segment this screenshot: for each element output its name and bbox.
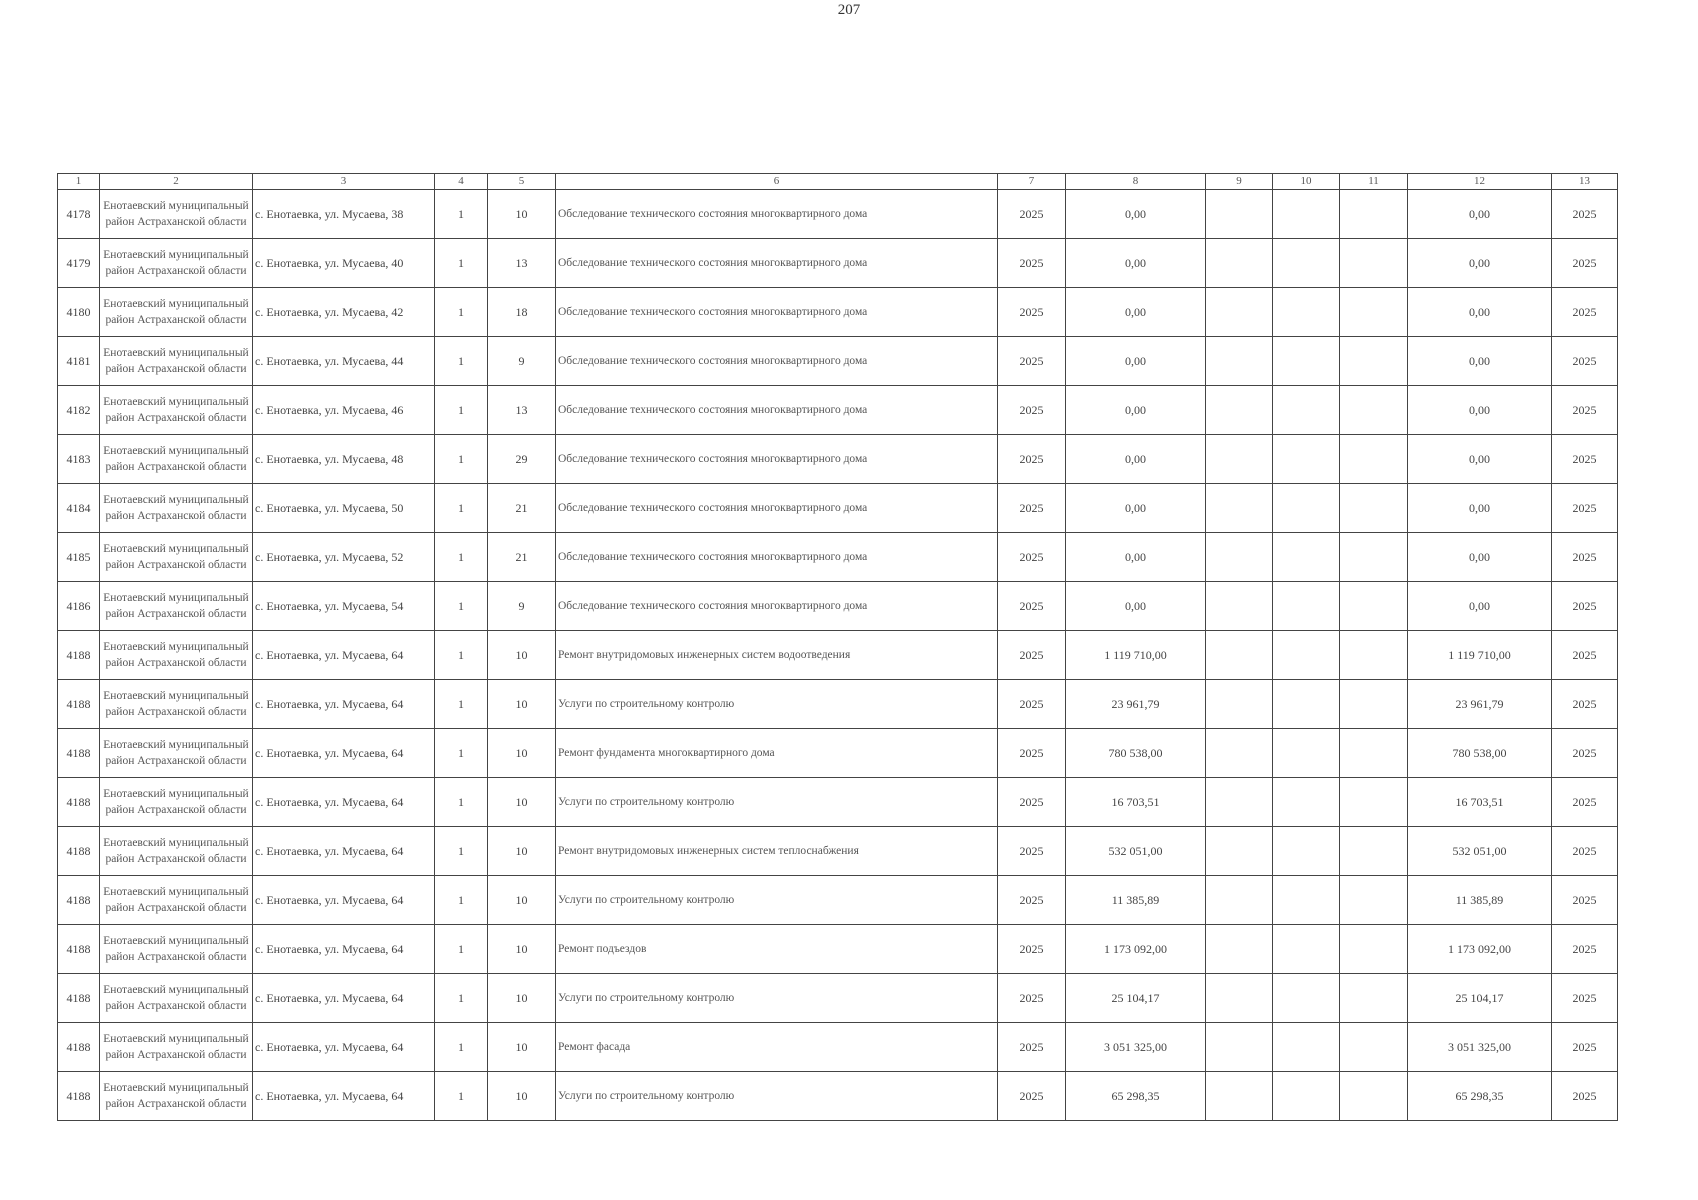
work-type-cell: Ремонт фундамента многоквартирного дома [556, 729, 998, 778]
cost-cell: 0,00 [1066, 386, 1206, 435]
col9-cell [1206, 337, 1273, 386]
address-cell: с. Енотаевка, ул. Мусаева, 64 [253, 680, 435, 729]
table-row [58, 288, 1618, 337]
column-number: 5 [488, 174, 556, 190]
row-number: 4185 [58, 533, 100, 582]
year-cell: 2025 [998, 925, 1066, 974]
col10-cell [1273, 533, 1340, 582]
col11-cell [1340, 1072, 1408, 1121]
col12-cell: 0,00 [1408, 239, 1552, 288]
col12-cell: 0,00 [1408, 386, 1552, 435]
col11-cell [1340, 680, 1408, 729]
cost-cell: 0,00 [1066, 435, 1206, 484]
municipality-cell: Енотаевский муниципальный район Астраханской области [100, 533, 253, 582]
col11-cell [1340, 974, 1408, 1023]
work-type-cell: Услуги по строительному контролю [556, 876, 998, 925]
column-number: 8 [1066, 174, 1206, 190]
column-number: 9 [1206, 174, 1273, 190]
col4-cell: 1 [435, 239, 488, 288]
work-type-cell: Обследование технического состояния многоквартирного дома [556, 484, 998, 533]
work-type-cell: Услуги по строительному контролю [556, 778, 998, 827]
year-cell: 2025 [998, 876, 1066, 925]
address-cell: с. Енотаевка, ул. Мусаева, 50 [253, 484, 435, 533]
col12-cell: 1 119 710,00 [1408, 631, 1552, 680]
address-cell: с. Енотаевка, ул. Мусаева, 44 [253, 337, 435, 386]
col10-cell [1273, 729, 1340, 778]
col10-cell [1273, 239, 1340, 288]
col9-cell [1206, 974, 1273, 1023]
row-number: 4180 [58, 288, 100, 337]
work-type-cell: Услуги по строительному контролю [556, 1072, 998, 1121]
table-row [58, 729, 1618, 778]
address-cell: с. Енотаевка, ул. Мусаева, 52 [253, 533, 435, 582]
work-type-cell: Обследование технического состояния многоквартирного дома [556, 337, 998, 386]
col4-cell: 1 [435, 876, 488, 925]
col9-cell [1206, 190, 1273, 239]
col5-cell: 13 [488, 386, 556, 435]
col4-cell: 1 [435, 533, 488, 582]
col12-cell: 0,00 [1408, 288, 1552, 337]
row-number: 4188 [58, 876, 100, 925]
col4-cell: 1 [435, 435, 488, 484]
table-row [58, 631, 1618, 680]
cost-cell: 0,00 [1066, 533, 1206, 582]
row-number: 4188 [58, 925, 100, 974]
column-number: 7 [998, 174, 1066, 190]
year-cell: 2025 [998, 631, 1066, 680]
page-number: 207 [837, 2, 861, 18]
column-number: 1 [58, 174, 100, 190]
col12-cell: 3 051 325,00 [1408, 1023, 1552, 1072]
col13-cell: 2025 [1552, 778, 1618, 827]
column-number: 11 [1340, 174, 1408, 190]
row-number: 4188 [58, 680, 100, 729]
cost-cell: 1 119 710,00 [1066, 631, 1206, 680]
table-row [58, 778, 1618, 827]
row-number: 4186 [58, 582, 100, 631]
address-cell: с. Енотаевка, ул. Мусаева, 64 [253, 631, 435, 680]
col4-cell: 1 [435, 680, 488, 729]
col13-cell: 2025 [1552, 435, 1618, 484]
row-number: 4188 [58, 729, 100, 778]
column-number-row [58, 174, 1618, 190]
year-cell: 2025 [998, 729, 1066, 778]
col5-cell: 13 [488, 239, 556, 288]
year-cell: 2025 [998, 337, 1066, 386]
col9-cell [1206, 876, 1273, 925]
col12-cell: 11 385,89 [1408, 876, 1552, 925]
col10-cell [1273, 435, 1340, 484]
table-row [58, 925, 1618, 974]
table-row [58, 876, 1618, 925]
col13-cell: 2025 [1552, 484, 1618, 533]
col4-cell: 1 [435, 827, 488, 876]
table-body [58, 190, 1618, 1121]
municipality-cell: Енотаевский муниципальный район Астраханской области [100, 729, 253, 778]
col5-cell: 10 [488, 631, 556, 680]
municipality-cell: Енотаевский муниципальный район Астраханской области [100, 288, 253, 337]
municipality-cell: Енотаевский муниципальный район Астраханской области [100, 631, 253, 680]
col13-cell: 2025 [1552, 729, 1618, 778]
cost-cell: 0,00 [1066, 239, 1206, 288]
municipality-cell: Енотаевский муниципальный район Астраханской области [100, 582, 253, 631]
col9-cell [1206, 680, 1273, 729]
table-row [58, 1023, 1618, 1072]
col11-cell [1340, 582, 1408, 631]
col10-cell [1273, 680, 1340, 729]
work-type-cell: Обследование технического состояния многоквартирного дома [556, 582, 998, 631]
col11-cell [1340, 386, 1408, 435]
col12-cell: 532 051,00 [1408, 827, 1552, 876]
col11-cell [1340, 631, 1408, 680]
work-type-cell: Услуги по строительному контролю [556, 680, 998, 729]
col4-cell: 1 [435, 974, 488, 1023]
address-cell: с. Енотаевка, ул. Мусаева, 54 [253, 582, 435, 631]
col12-cell: 0,00 [1408, 533, 1552, 582]
col11-cell [1340, 435, 1408, 484]
col9-cell [1206, 484, 1273, 533]
work-type-cell: Обследование технического состояния многоквартирного дома [556, 386, 998, 435]
col10-cell [1273, 582, 1340, 631]
row-number: 4184 [58, 484, 100, 533]
col10-cell [1273, 337, 1340, 386]
column-number: 4 [435, 174, 488, 190]
work-type-cell: Обследование технического состояния многоквартирного дома [556, 435, 998, 484]
col12-cell: 0,00 [1408, 582, 1552, 631]
col12-cell: 0,00 [1408, 337, 1552, 386]
address-cell: с. Енотаевка, ул. Мусаева, 64 [253, 827, 435, 876]
work-type-cell: Ремонт подъездов [556, 925, 998, 974]
col5-cell: 10 [488, 925, 556, 974]
col12-cell: 25 104,17 [1408, 974, 1552, 1023]
table-row [58, 386, 1618, 435]
municipality-cell: Енотаевский муниципальный район Астраханской области [100, 337, 253, 386]
year-cell: 2025 [998, 484, 1066, 533]
address-cell: с. Енотаевка, ул. Мусаева, 40 [253, 239, 435, 288]
col4-cell: 1 [435, 190, 488, 239]
col10-cell [1273, 827, 1340, 876]
col11-cell [1340, 876, 1408, 925]
col11-cell [1340, 827, 1408, 876]
municipality-cell: Енотаевский муниципальный район Астраханской области [100, 876, 253, 925]
year-cell: 2025 [998, 386, 1066, 435]
col5-cell: 10 [488, 1023, 556, 1072]
row-number: 4179 [58, 239, 100, 288]
col13-cell: 2025 [1552, 876, 1618, 925]
municipality-cell: Енотаевский муниципальный район Астраханской области [100, 974, 253, 1023]
year-cell: 2025 [998, 582, 1066, 631]
col11-cell [1340, 239, 1408, 288]
col13-cell: 2025 [1552, 190, 1618, 239]
cost-cell: 16 703,51 [1066, 778, 1206, 827]
row-number: 4188 [58, 778, 100, 827]
col10-cell [1273, 386, 1340, 435]
col10-cell [1273, 1023, 1340, 1072]
work-type-cell: Обследование технического состояния многоквартирного дома [556, 239, 998, 288]
col12-cell: 0,00 [1408, 484, 1552, 533]
municipality-cell: Енотаевский муниципальный район Астраханской области [100, 435, 253, 484]
col5-cell: 18 [488, 288, 556, 337]
col4-cell: 1 [435, 1023, 488, 1072]
col5-cell: 21 [488, 484, 556, 533]
col5-cell: 10 [488, 876, 556, 925]
year-cell: 2025 [998, 190, 1066, 239]
address-cell: с. Енотаевка, ул. Мусаева, 64 [253, 925, 435, 974]
col4-cell: 1 [435, 484, 488, 533]
cost-cell: 0,00 [1066, 484, 1206, 533]
address-cell: с. Енотаевка, ул. Мусаева, 38 [253, 190, 435, 239]
col11-cell [1340, 729, 1408, 778]
year-cell: 2025 [998, 533, 1066, 582]
year-cell: 2025 [998, 680, 1066, 729]
col9-cell [1206, 631, 1273, 680]
column-number: 12 [1408, 174, 1552, 190]
col4-cell: 1 [435, 337, 488, 386]
col9-cell [1206, 729, 1273, 778]
municipality-cell: Енотаевский муниципальный район Астраханской области [100, 239, 253, 288]
year-cell: 2025 [998, 1072, 1066, 1121]
col13-cell: 2025 [1552, 533, 1618, 582]
cost-cell: 0,00 [1066, 582, 1206, 631]
col11-cell [1340, 337, 1408, 386]
cost-cell: 1 173 092,00 [1066, 925, 1206, 974]
table-row [58, 827, 1618, 876]
year-cell: 2025 [998, 974, 1066, 1023]
col10-cell [1273, 288, 1340, 337]
column-number: 10 [1273, 174, 1340, 190]
table-row [58, 484, 1618, 533]
col4-cell: 1 [435, 778, 488, 827]
table-row [58, 190, 1618, 239]
col11-cell [1340, 484, 1408, 533]
col5-cell: 21 [488, 533, 556, 582]
col10-cell [1273, 974, 1340, 1023]
table-row [58, 239, 1618, 288]
col9-cell [1206, 386, 1273, 435]
col13-cell: 2025 [1552, 974, 1618, 1023]
table-row [58, 533, 1618, 582]
work-type-cell: Обследование технического состояния многоквартирного дома [556, 288, 998, 337]
col9-cell [1206, 1023, 1273, 1072]
col11-cell [1340, 1023, 1408, 1072]
year-cell: 2025 [998, 778, 1066, 827]
col10-cell [1273, 484, 1340, 533]
col13-cell: 2025 [1552, 1023, 1618, 1072]
col12-cell: 0,00 [1408, 435, 1552, 484]
municipality-cell: Енотаевский муниципальный район Астраханской области [100, 778, 253, 827]
work-type-cell: Обследование технического состояния многоквартирного дома [556, 533, 998, 582]
col4-cell: 1 [435, 386, 488, 435]
col10-cell [1273, 631, 1340, 680]
col5-cell: 10 [488, 680, 556, 729]
municipality-cell: Енотаевский муниципальный район Астраханской области [100, 386, 253, 435]
col9-cell [1206, 778, 1273, 827]
work-type-cell: Ремонт фасада [556, 1023, 998, 1072]
cost-cell: 0,00 [1066, 288, 1206, 337]
municipality-cell: Енотаевский муниципальный район Астраханской области [100, 484, 253, 533]
col11-cell [1340, 778, 1408, 827]
col4-cell: 1 [435, 729, 488, 778]
address-cell: с. Енотаевка, ул. Мусаева, 48 [253, 435, 435, 484]
address-cell: с. Енотаевка, ул. Мусаева, 46 [253, 386, 435, 435]
col5-cell: 9 [488, 582, 556, 631]
col9-cell [1206, 533, 1273, 582]
row-number: 4188 [58, 1072, 100, 1121]
col9-cell [1206, 239, 1273, 288]
col9-cell [1206, 582, 1273, 631]
column-number: 3 [253, 174, 435, 190]
col11-cell [1340, 533, 1408, 582]
col13-cell: 2025 [1552, 582, 1618, 631]
column-number: 2 [100, 174, 253, 190]
row-number: 4178 [58, 190, 100, 239]
col5-cell: 10 [488, 974, 556, 1023]
col12-cell: 1 173 092,00 [1408, 925, 1552, 974]
registry-table [57, 173, 1618, 1121]
col13-cell: 2025 [1552, 680, 1618, 729]
year-cell: 2025 [998, 435, 1066, 484]
municipality-cell: Енотаевский муниципальный район Астраханской области [100, 827, 253, 876]
municipality-cell: Енотаевский муниципальный район Астраханской области [100, 1023, 253, 1072]
cost-cell: 25 104,17 [1066, 974, 1206, 1023]
cost-cell: 0,00 [1066, 337, 1206, 386]
year-cell: 2025 [998, 239, 1066, 288]
col10-cell [1273, 190, 1340, 239]
row-number: 4188 [58, 974, 100, 1023]
municipality-cell: Енотаевский муниципальный район Астраханской области [100, 190, 253, 239]
col12-cell: 65 298,35 [1408, 1072, 1552, 1121]
row-number: 4188 [58, 631, 100, 680]
column-number: 6 [556, 174, 998, 190]
work-type-cell: Ремонт внутридомовых инженерных систем водоотведения [556, 631, 998, 680]
cost-cell: 3 051 325,00 [1066, 1023, 1206, 1072]
col10-cell [1273, 925, 1340, 974]
col9-cell [1206, 925, 1273, 974]
col5-cell: 29 [488, 435, 556, 484]
table-row [58, 435, 1618, 484]
col5-cell: 10 [488, 778, 556, 827]
row-number: 4188 [58, 1023, 100, 1072]
col12-cell: 780 538,00 [1408, 729, 1552, 778]
municipality-cell: Енотаевский муниципальный район Астраханской области [100, 1072, 253, 1121]
address-cell: с. Енотаевка, ул. Мусаева, 42 [253, 288, 435, 337]
col13-cell: 2025 [1552, 337, 1618, 386]
col4-cell: 1 [435, 631, 488, 680]
work-type-cell: Ремонт внутридомовых инженерных систем теплоснабжения [556, 827, 998, 876]
address-cell: с. Енотаевка, ул. Мусаева, 64 [253, 1023, 435, 1072]
row-number: 4188 [58, 827, 100, 876]
column-number: 13 [1552, 174, 1618, 190]
cost-cell: 11 385,89 [1066, 876, 1206, 925]
municipality-cell: Енотаевский муниципальный район Астраханской области [100, 680, 253, 729]
col5-cell: 10 [488, 1072, 556, 1121]
year-cell: 2025 [998, 288, 1066, 337]
col4-cell: 1 [435, 1072, 488, 1121]
year-cell: 2025 [998, 1023, 1066, 1072]
col11-cell [1340, 190, 1408, 239]
row-number: 4181 [58, 337, 100, 386]
col5-cell: 10 [488, 827, 556, 876]
address-cell: с. Енотаевка, ул. Мусаева, 64 [253, 974, 435, 1023]
col12-cell: 0,00 [1408, 190, 1552, 239]
col12-cell: 23 961,79 [1408, 680, 1552, 729]
table-row [58, 680, 1618, 729]
col10-cell [1273, 778, 1340, 827]
table-row [58, 582, 1618, 631]
col5-cell: 10 [488, 190, 556, 239]
col13-cell: 2025 [1552, 827, 1618, 876]
col5-cell: 9 [488, 337, 556, 386]
col9-cell [1206, 288, 1273, 337]
cost-cell: 532 051,00 [1066, 827, 1206, 876]
row-number: 4182 [58, 386, 100, 435]
row-number: 4183 [58, 435, 100, 484]
cost-cell: 780 538,00 [1066, 729, 1206, 778]
col13-cell: 2025 [1552, 631, 1618, 680]
col5-cell: 10 [488, 729, 556, 778]
col9-cell [1206, 435, 1273, 484]
address-cell: с. Енотаевка, ул. Мусаева, 64 [253, 729, 435, 778]
address-cell: с. Енотаевка, ул. Мусаева, 64 [253, 876, 435, 925]
table-row [58, 974, 1618, 1023]
work-type-cell: Обследование технического состояния многоквартирного дома [556, 190, 998, 239]
address-cell: с. Енотаевка, ул. Мусаева, 64 [253, 778, 435, 827]
table-row [58, 1072, 1618, 1121]
col13-cell: 2025 [1552, 1072, 1618, 1121]
col4-cell: 1 [435, 582, 488, 631]
col10-cell [1273, 1072, 1340, 1121]
col13-cell: 2025 [1552, 925, 1618, 974]
table-row [58, 337, 1618, 386]
col11-cell [1340, 288, 1408, 337]
work-type-cell: Услуги по строительному контролю [556, 974, 998, 1023]
cost-cell: 23 961,79 [1066, 680, 1206, 729]
municipality-cell: Енотаевский муниципальный район Астраханской области [100, 925, 253, 974]
col13-cell: 2025 [1552, 288, 1618, 337]
year-cell: 2025 [998, 827, 1066, 876]
col10-cell [1273, 876, 1340, 925]
col4-cell: 1 [435, 925, 488, 974]
address-cell: с. Енотаевка, ул. Мусаева, 64 [253, 1072, 435, 1121]
col11-cell [1340, 925, 1408, 974]
col9-cell [1206, 827, 1273, 876]
col4-cell: 1 [435, 288, 488, 337]
col13-cell: 2025 [1552, 386, 1618, 435]
cost-cell: 65 298,35 [1066, 1072, 1206, 1121]
col9-cell [1206, 1072, 1273, 1121]
col13-cell: 2025 [1552, 239, 1618, 288]
cost-cell: 0,00 [1066, 190, 1206, 239]
col12-cell: 16 703,51 [1408, 778, 1552, 827]
